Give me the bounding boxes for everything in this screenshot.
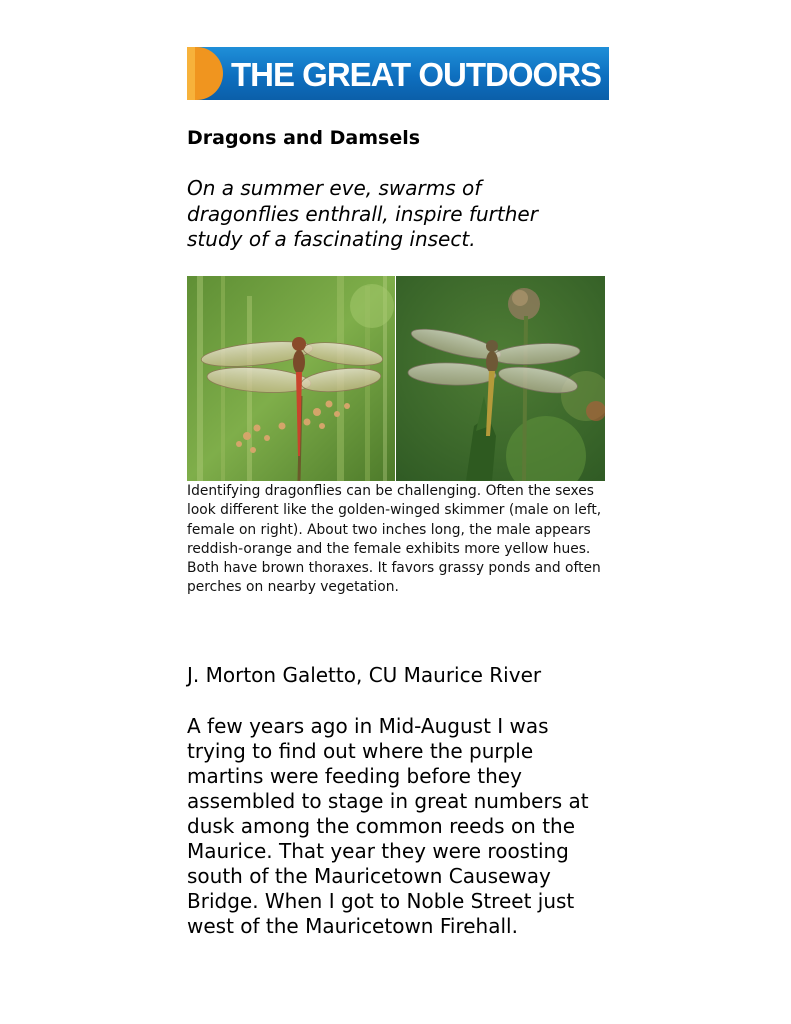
header-banner [187, 47, 609, 100]
photo-pair [187, 276, 605, 481]
photo-caption: Identifying dragonflies can be challenging. Often the sexes look different like the golden-winged skimmer (male on left, female on right). About two inches long, the male appears reddish-orange and the female exhibits more yellow hues. Both have brown thoraxes. It favors grassy ponds and often perches on nearby vegetation. [187, 483, 602, 596]
article-body: A few years ago in Mid-August I was trying to find out where the purple martins were feeding before they assembled to stage in great numbers at dusk among the common reeds on the Maurice. That year they were roosting south of the Mauricetown Causeway Bridge. When I got to Noble Street just west of the Mauricetown Firehall. [187, 714, 589, 938]
photo-female-skimmer [396, 276, 605, 481]
banner-title: THE GREAT OUTDOORS [231, 56, 602, 93]
photo-male-skimmer [187, 276, 395, 481]
author-byline: J. Morton Galetto, CU Maurice River [187, 663, 542, 687]
article-subtitle: On a summer eve, swarms of dragonflies enthrall, inspire further study of a fascinating insect. [187, 176, 538, 251]
dragonfly-female-icon [396, 276, 605, 481]
article-title: Dragons and Damsels [187, 127, 421, 149]
dragonfly-male-icon [187, 276, 395, 481]
banner-logo-edge [187, 47, 195, 100]
